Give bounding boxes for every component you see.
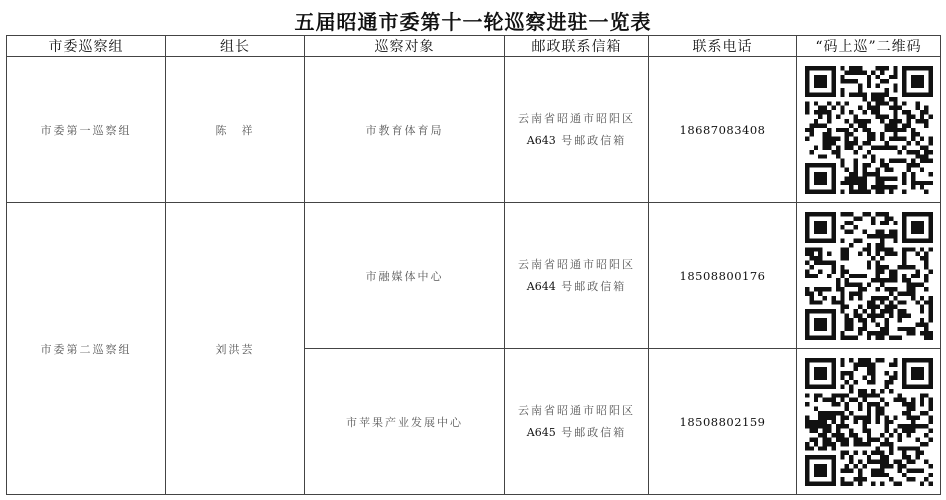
- header-qr: “码上巡”二维码: [797, 36, 941, 57]
- qr-cell: [797, 57, 941, 203]
- mailbox-suffix: 号邮政信箱: [561, 133, 627, 147]
- mailbox-suffix: 号邮政信箱: [561, 279, 627, 293]
- mailbox-code: A643: [526, 133, 556, 147]
- target-name: 市苹果产业发展中心: [305, 349, 505, 495]
- header-mailbox: 邮政联系信箱: [505, 36, 649, 57]
- mailbox-line1: 云南省昭通市昭阳区: [518, 111, 635, 125]
- qr-cell: [797, 203, 941, 349]
- mailbox-address: [505, 203, 649, 349]
- target-name: 市融媒体中心: [305, 203, 505, 349]
- header-leader: 组长: [166, 36, 305, 57]
- header-phone: 联系电话: [649, 36, 797, 57]
- header-group: 市委巡察组: [7, 36, 166, 57]
- qr-code-icon[interactable]: [805, 358, 933, 486]
- mailbox-code: A644: [526, 279, 556, 293]
- mailbox-address: [505, 349, 649, 495]
- header-target: 巡察对象: [305, 36, 505, 57]
- mailbox-line2: [505, 130, 648, 152]
- page-title: 五届昭通市委第十一轮巡察进驻一览表: [294, 10, 652, 34]
- contact-phone: 18687083408: [649, 57, 797, 203]
- table-row: [7, 203, 941, 349]
- contact-phone: 18508802159: [649, 349, 797, 495]
- group-name: 市委第一巡察组: [7, 57, 166, 203]
- target-name: 市教育体育局: [305, 57, 505, 203]
- group-name: 市委第二巡察组: [7, 203, 166, 495]
- contact-phone: 18508800176: [649, 203, 797, 349]
- inspection-table: [6, 35, 941, 495]
- table-row: [7, 57, 941, 203]
- header-row: [7, 36, 941, 57]
- qr-code-icon[interactable]: [805, 66, 933, 194]
- mailbox-code: A645: [526, 425, 556, 439]
- qr-code-icon[interactable]: [805, 212, 933, 340]
- group-leader: 陈 祥: [166, 57, 305, 203]
- group-leader: 刘洪芸: [166, 203, 305, 495]
- mailbox-suffix: 号邮政信箱: [561, 425, 627, 439]
- mailbox-line1: 云南省昭通市昭阳区: [518, 403, 635, 417]
- mailbox-line1: 云南省昭通市昭阳区: [518, 257, 635, 271]
- mailbox-line2: [505, 276, 648, 298]
- qr-cell: [797, 349, 941, 495]
- mailbox-address: [505, 57, 649, 203]
- mailbox-line2: [505, 422, 648, 444]
